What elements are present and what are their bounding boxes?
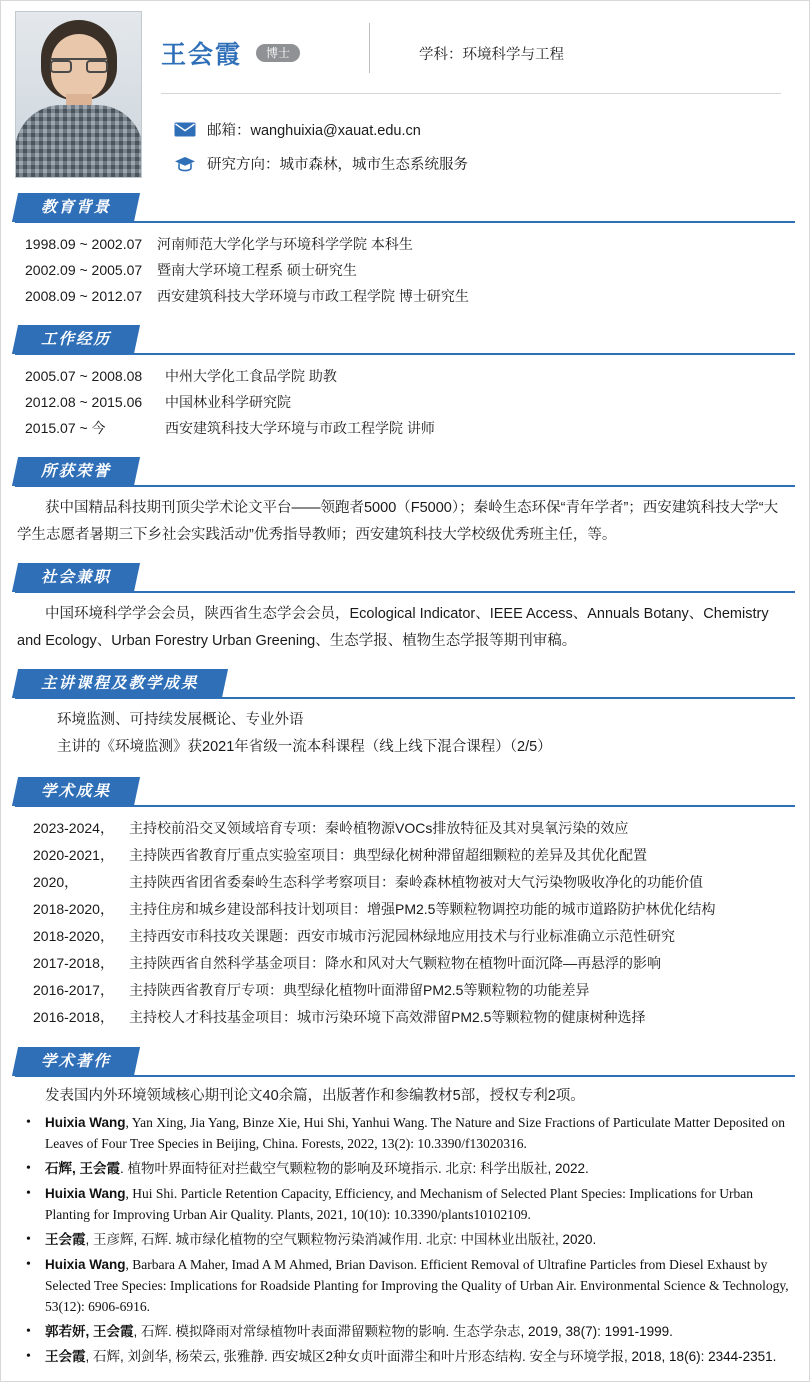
research-years: 2020-2021， <box>33 847 114 863</box>
work-row <box>15 415 789 441</box>
research-years: 2023-2024， <box>33 820 114 836</box>
research-years: 2017-2018， <box>33 955 114 971</box>
education-row <box>15 283 789 309</box>
work-detail: 中国林业科学研究院 <box>165 394 291 410</box>
publication-lead: 王会霞 <box>45 1232 86 1247</box>
work-row <box>15 363 789 389</box>
person-name: 王会霞 <box>161 41 243 69</box>
research-text: 主持陕西省教育厅专项：典型绿化植物叶面滞留PM2.5等颗粒物的功能差异 <box>129 982 590 998</box>
publications-intro: 发表国内外环境领域核心期刊论文40余篇，出版著作和参编教材5部，授权专利2项。 <box>45 1088 585 1104</box>
research-years: 2016-2017， <box>33 982 114 998</box>
research-text: 主持住房和城乡建设部科技计划项目：增强PM2.5等颗粒物调控功能的城市道路防护林优化结构 <box>129 901 716 917</box>
list-item <box>35 1346 791 1367</box>
degree-badge: 博士 <box>256 44 300 62</box>
social-text: 中国环境科学学会会员，陕西省生态学会会员，Ecological Indicator、IEEE Access、Annuals Botany、Chemistry and Ecology、Urban Forestry Urban Greening、生态学报、植物生态学报等期刊审稿。 <box>17 606 769 649</box>
glasses-shape <box>50 58 108 72</box>
work-period: 2005.07 ~ 2008.08 <box>25 368 143 384</box>
publication-rest: . 植物叶界面特征对拦截空气颗粒物的影响及环境指示. 北京: 科学出版社, 2022. <box>120 1161 589 1176</box>
work-period: 2012.08 ~ 2015.06 <box>25 394 143 410</box>
publication-rest: , Barbara A Maher, Imad A M Ahmed, Brian Davison. Efficient Removal of Ultrafine Particles from Diesel Exhaust by Selected Tree Species: Implications for Roadside Planting for Improving the Quality of Urban Air. Environmental Science & Technology, 53(12): 6906-6916. <box>45 1257 789 1314</box>
publication-lead: Huixia Wang <box>45 1186 126 1201</box>
publication-lead: 郭若妍, 王会霞 <box>45 1324 134 1339</box>
publication-rest: , Hui Shi. Particle Retention Capacity, Efficiency, and Mechanism of Selected Plant Species: Implications for Urban Planting for Improving Urban Air Quality. Plants, 2021, 10(10): 10.3390/plants10102109. <box>45 1186 753 1222</box>
work-detail: 西安建筑科技大学环境与市政工程学院 讲师 <box>165 420 435 436</box>
email-row <box>173 119 421 140</box>
education-detail: 暨南大学环境工程系 硕士研究生 <box>157 262 357 278</box>
publication-lead: 石辉, 王会霞 <box>45 1161 121 1176</box>
list-item <box>35 1112 791 1154</box>
research-text: 主持陕西省自然科学基金项目：降水和风对大气颗粒物在植物叶面沉降—再悬浮的影响 <box>129 955 661 971</box>
publication-rest: , 石辉, 刘剑华, 杨荣云, 张雅静. 西安城区2种女贞叶面滞尘和叶片形态结构. 安全与环境学报, 2018, 18(6): 2344-2351. <box>85 1349 777 1364</box>
education-row <box>15 231 789 257</box>
section-work <box>1 325 809 447</box>
research-text: 主持校人才科技基金项目：城市污染环境下高效滞留PM2.5等颗粒物的健康树种选择 <box>129 1009 646 1025</box>
honors-text: 获中国精品科技期刊顶尖学术论文平台——领跑者5000（F5000）；秦岭生态环保“青年学者”；西安建筑科技大学“大学生志愿者暑期三下乡社会实践活动”优秀指导教师；西安建筑科技大学校级优秀班主任，等。 <box>17 500 779 543</box>
list-item <box>35 1321 791 1342</box>
teaching-list <box>1 699 809 767</box>
research-text: 研究方向：城市森林，城市生态系统服务 <box>207 157 468 173</box>
publication-list <box>1 1112 809 1367</box>
education-row <box>15 257 789 283</box>
work-row <box>15 389 789 415</box>
section-title-work: 工作经历 <box>12 325 140 354</box>
research-row <box>15 1004 789 1031</box>
teaching-line: 环境监测、可持续发展概论、专业外语 <box>57 712 304 728</box>
education-period: 2008.09 ~ 2012.07 <box>25 288 143 304</box>
section-honors <box>1 457 809 553</box>
publication-rest: , Yan Xing, Jia Yang, Binze Xie, Hui Shi, Yanhui Wang. The Nature and Size Fractions of Particulate Matter Deposited on Leaves of Four Tree Species in Beijing, China. Forests, 2022, 13(2): 10.3390/f13020316. <box>45 1115 785 1151</box>
research-years: 2016-2018， <box>33 1009 114 1025</box>
header-divider <box>369 23 370 73</box>
profile-header <box>1 1 809 183</box>
publication-rest: , 石辉. 模拟降雨对常绿植物叶表面滞留颗粒物的影响. 生态学杂志, 2019, 38(7): 1991-1999. <box>133 1324 673 1339</box>
section-teaching <box>1 669 809 767</box>
work-period: 2015.07 ~ 今 <box>25 420 106 436</box>
research-row <box>15 815 789 842</box>
list-item <box>35 1229 791 1250</box>
list-item <box>35 1183 791 1225</box>
section-social <box>1 563 809 659</box>
publication-lead: Huixia Wang <box>45 1257 126 1272</box>
subject-label: 学科：环境科学与工程 <box>419 47 564 63</box>
section-title-social: 社会兼职 <box>12 563 140 592</box>
list-item <box>35 1254 791 1317</box>
research-years: 2018-2020， <box>33 901 114 917</box>
education-list <box>1 223 809 315</box>
list-item <box>35 1158 791 1179</box>
work-list <box>1 355 809 447</box>
research-row <box>15 977 789 1004</box>
research-row <box>15 896 789 923</box>
research-row <box>15 923 789 950</box>
teaching-line: 主讲的《环境监测》获2021年省级一流本科课程（线上线下混合课程）（2/5） <box>57 739 552 755</box>
research-years: 2018-2020， <box>33 928 114 944</box>
education-detail: 西安建筑科技大学环境与市政工程学院 博士研究生 <box>157 288 469 304</box>
publication-lead: Huixia Wang <box>45 1115 126 1130</box>
section-education <box>1 193 809 315</box>
section-title-publications: 学术著作 <box>12 1047 140 1076</box>
research-list <box>1 807 809 1037</box>
research-text: 主持陕西省教育厅重点实验室项目：典型绿化树种滞留超细颗粒的差异及其优化配置 <box>129 847 647 863</box>
research-text: 主持陕西省团省委秦岭生态科学考察项目：秦岭森林植物被对大气污染物吸收净化的功能价值 <box>129 874 703 890</box>
section-title-education: 教育背景 <box>12 193 140 222</box>
education-detail: 河南师范大学化学与环境科学学院 本科生 <box>157 236 413 252</box>
section-title-honors: 所获荣誉 <box>12 457 140 486</box>
section-publications <box>1 1047 809 1367</box>
name-row <box>161 35 300 71</box>
section-title-teaching: 主讲课程及教学成果 <box>12 669 228 698</box>
graduation-cap-icon <box>173 156 197 172</box>
section-title-research: 学术成果 <box>12 777 140 806</box>
avatar <box>15 11 142 178</box>
header-rule <box>161 93 781 94</box>
work-detail: 中州大学化工食品学院 助教 <box>165 368 337 384</box>
section-research <box>1 777 809 1037</box>
publication-rest: , 王彦辉, 石辉. 城市绿化植物的空气颗粒物污染消减作用. 北京: 中国林业出版社, 2020. <box>85 1232 597 1247</box>
education-period: 1998.09 ~ 2002.07 <box>25 236 143 252</box>
email-text: 邮箱：wanghuixia@xauat.edu.cn <box>207 123 421 139</box>
research-years: 2020， <box>33 874 79 890</box>
publication-lead: 王会霞 <box>45 1349 86 1364</box>
education-period: 2002.09 ~ 2005.07 <box>25 262 143 278</box>
research-row <box>15 842 789 869</box>
research-row <box>15 950 789 977</box>
envelope-icon <box>173 122 197 137</box>
research-text: 主持西安市科技攻关课题：西安市城市污泥园林绿地应用技术与行业标准确立示范性研究 <box>129 928 675 944</box>
research-text: 主持校前沿交叉领域培育专项：秦岭植物源VOCs排放特征及其对臭氧污染的效应 <box>129 820 629 836</box>
research-row <box>173 153 468 174</box>
research-row <box>15 869 789 896</box>
